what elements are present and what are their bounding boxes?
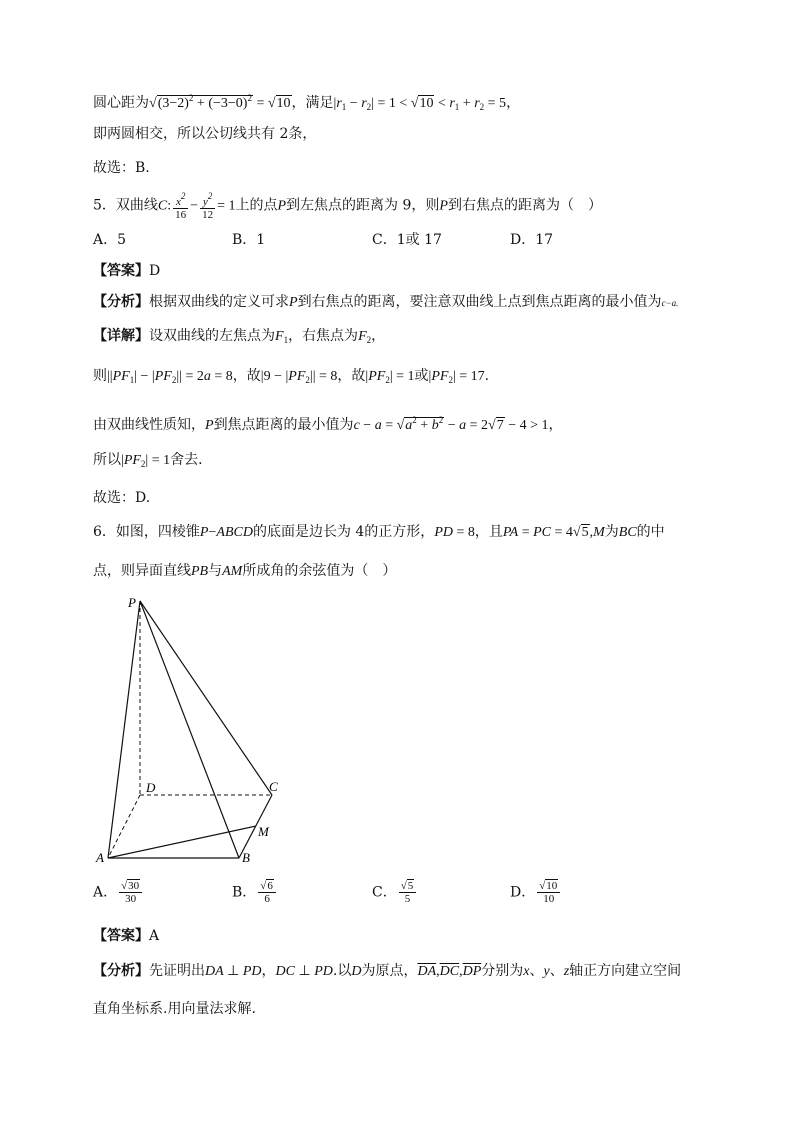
q5-option-d: D．17 [510,232,554,248]
answer-tag: 【答案】 [93,263,149,279]
q5-equation: 则$||PF_1| - |PF_2|| = 2a = 8$，故$|9 - |PF_2|| = 8$，故$|PF_2| = 1$或$|PF_2| = 17$. [93,368,490,385]
option-label: A． [93,884,118,901]
text: 的底面是边长为 4的正方形， [252,524,435,540]
text: c−a. [661,298,679,308]
math-distance: $√(3-2)^2 + (-3-0)^2 = √10$ [149,93,291,111]
detail-tag: 【详解】 [93,328,149,344]
text: 所成角的余弦值为（ ） [242,563,397,579]
text: 先证明出 [149,963,205,979]
edge-PC [140,601,272,795]
text: 与 [208,563,223,579]
text: ，且 [474,524,503,540]
q6-option-b [232,880,278,905]
line-choose-b: 故选：B. [93,160,150,176]
question-6-stem-line2: 点，则异面直线PB与AM所成角的余弦值为（ ） [93,563,397,579]
numerator: 30 [128,880,140,892]
question-5-stem: 5．双曲线C: $\frac{x^2}{16}$ − $\frac{y^2}{12}$ = 1上的点P到左焦点的距离为 9，则P到右焦点的距离为（ ） [93,191,602,221]
label-M: M [258,824,269,839]
q5-option-c: C．1或 17 [372,232,442,248]
q6-answer [93,926,159,946]
text: 轴正方向建立空间 [569,963,682,979]
fraction: $\frac{√10}{10}$ [537,880,560,905]
fraction: $\frac{√6}{6}$ [258,880,276,905]
text: 圆心距为 [93,95,149,111]
text: ， [371,328,386,344]
fraction: $\frac{√5}{5}$ [399,880,417,905]
text: ， [506,95,521,111]
q6-option-a [93,880,144,905]
numerator: 10 [546,880,558,892]
fraction: $\frac{x^2}{16}$ [175,191,187,221]
q5-detail: 【详解】设双曲线的左焦点为$F_1$，右焦点为$F_2$， [93,328,386,345]
q6-analysis-line2: 直角坐标系.用向量法求解. [93,1001,256,1017]
fraction: $\frac{y^2}{12}$ [202,191,214,221]
text: 所以 [93,452,121,468]
edge-PB [140,601,239,858]
numerator: 6 [267,880,273,892]
text: 设双曲线的左焦点为 [149,328,275,344]
label-P: P [128,595,136,610]
text: 则 [93,368,107,384]
fraction: $\frac{√30}{30}$ [119,880,142,905]
q5-min-distance: 由双曲线性质知，P到焦点距离的最小值为$c - a = √a^2 + b^2 - a = 2√7 - 4 > 1$， [93,415,563,433]
option-label: C． [372,884,397,901]
numerator: 5 [407,880,414,892]
text: 为 [604,524,619,540]
answer-value: D [149,263,161,279]
text: ， [548,417,563,433]
answer-value: A [149,928,160,944]
label-A: A [96,850,104,865]
q5-discard: 所以$|PF_2| = 1$舍去. [93,452,203,469]
option-label: B． [232,884,257,901]
denominator: 10 [543,893,555,905]
text: 根据双曲线的定义可求 [149,294,289,310]
q6-option-d [510,880,562,905]
text: 的中 [636,524,665,540]
math-condition: $|r_1 - r_2| = 1 < √10 < r_1 + r_2 = 5$ [333,96,507,112]
text: ，右焦点为 [288,328,359,344]
edge-AM [108,826,256,858]
analysis-tag: 【分析】 [93,963,149,979]
edge-DA [108,795,140,858]
text: . [484,368,490,384]
question-6-stem-line1: 6．如图，四棱锥P−ABCD的底面是边长为 4的正方形，PD = 8，且PA = PC = 4√5,M为BC的中 [93,524,665,540]
text: ， [261,963,276,979]
text: 到右焦点的距离，要注意双曲线上点到焦点距离的最小值为 [297,294,662,310]
line-conclusion: 即两圆相交，所以公切线共有 2条， [93,126,317,142]
text: .以 [332,963,352,979]
text: 上的点 [235,197,278,214]
analysis-tag: 【分析】 [93,294,149,310]
text: 由双曲线性质知， [93,417,205,433]
text: 到左焦点的距离为 9，则 [286,197,440,214]
option-label: D． [510,884,536,901]
text: 到右焦点的距离为（ ） [447,197,602,214]
edge-PA [108,601,140,858]
q6-option-c [372,880,418,905]
text: ，故 [232,368,261,384]
text: 为原点， [361,963,418,979]
text: 点，则异面直线 [93,563,191,579]
text: 舍去. [170,452,203,468]
text: 5．双曲线 [93,197,158,214]
label-C: C [269,779,278,794]
text: ，故 [337,368,366,384]
text: 到焦点距离的最小值为 [213,417,354,433]
q5-analysis: 【分析】根据双曲线的定义可求P到右焦点的距离，要注意双曲线上点到焦点距离的最小值为c−a. [93,294,679,310]
text: 分别为 [481,963,524,979]
text: 或 [414,368,429,384]
line-choose-d: 故选：D. [93,490,151,506]
text: ，满足 [291,95,334,111]
answer-tag: 【答案】 [93,928,149,944]
denominator: 5 [404,893,411,905]
denominator: 30 [125,893,137,905]
q5-option-b: B．1 [232,232,266,248]
q6-analysis-line1: 【分析】先证明出DA ⊥ PD，DC ⊥ PD.以D为原点，$\overline{DA},\overline{DC},\overline{DP}$分别为x、y、z轴正方向建立空间 [93,963,682,979]
q5-option-a: A．5 [93,232,127,248]
denominator: 6 [264,893,270,905]
label-D: D [146,780,156,795]
text: 6．如图，四棱锥 [93,524,200,540]
math: C [157,198,168,214]
label-B: B [242,850,250,865]
